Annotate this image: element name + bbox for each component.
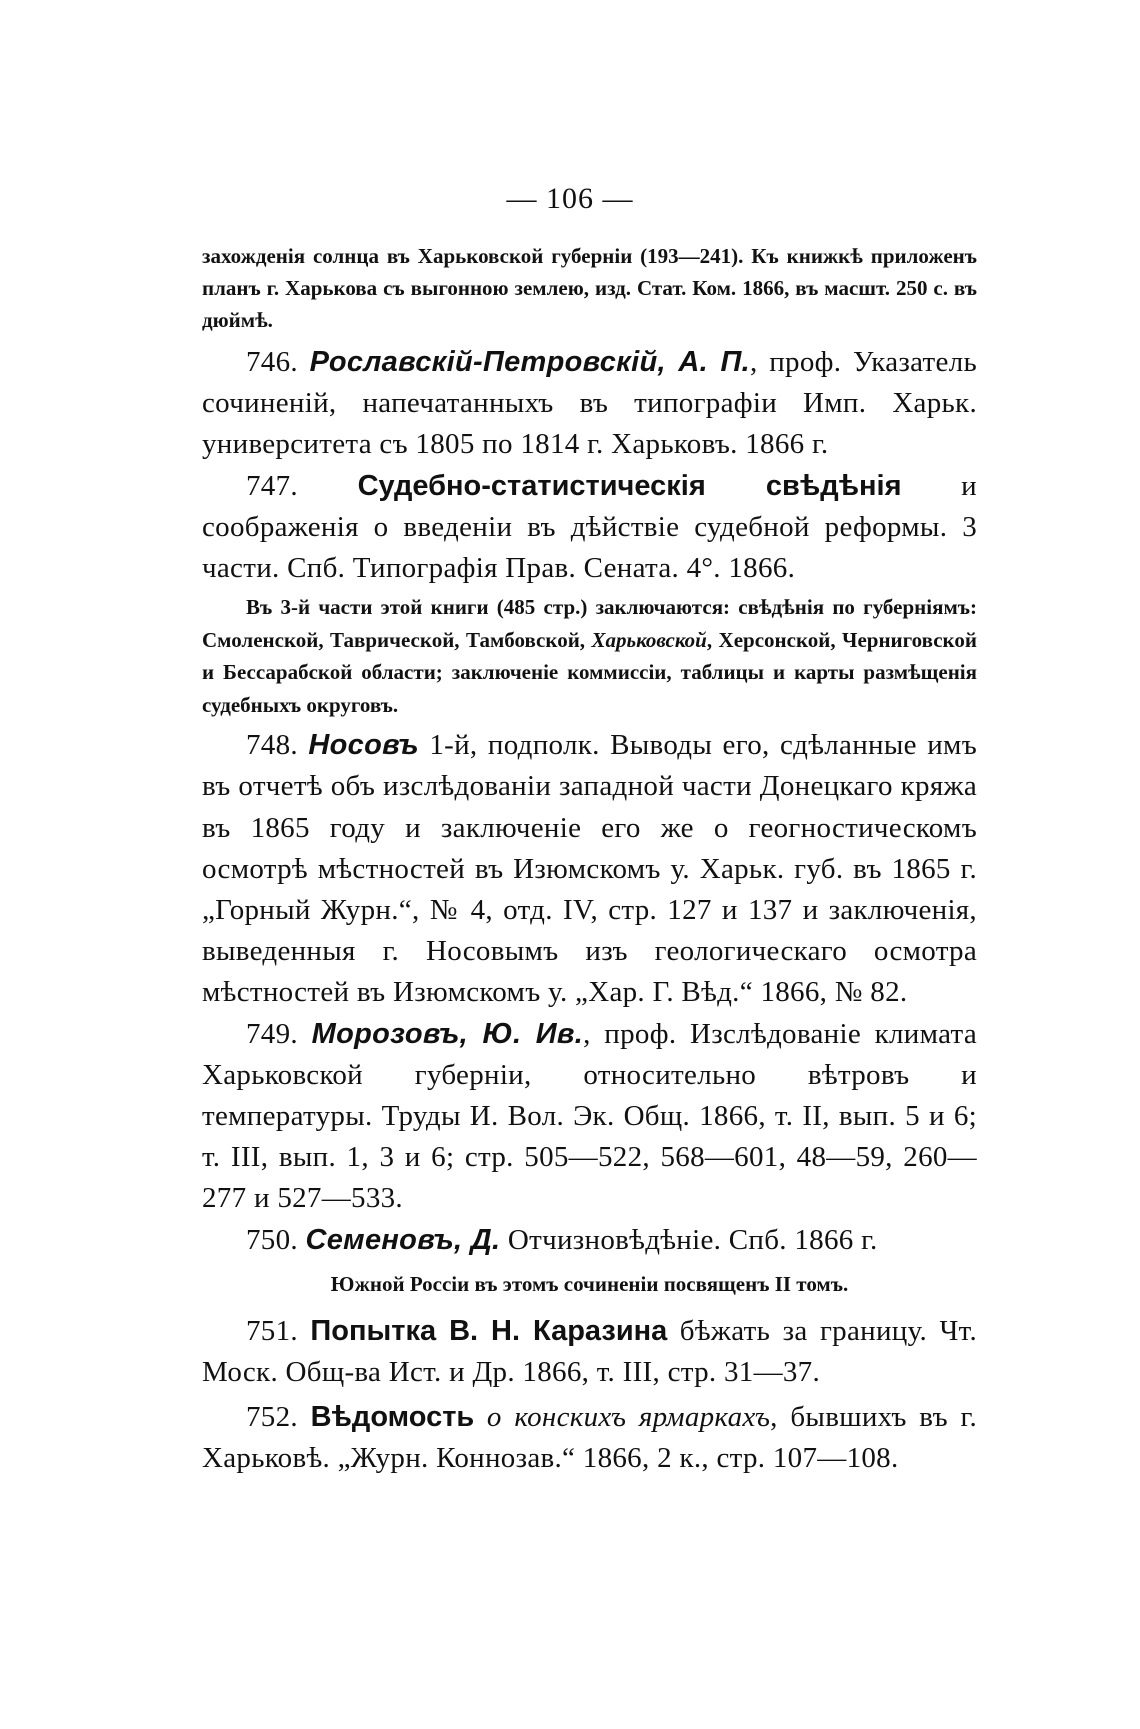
entry-number: 751. [246, 1314, 298, 1347]
entry-747-note [202, 591, 977, 721]
entry-752 [202, 1397, 977, 1479]
entry-italic: о конскихъ ярмаркахъ [474, 1401, 771, 1434]
entry-author: Рославскій-Петровскій, А. П. [309, 346, 750, 378]
entry-746 [202, 342, 977, 466]
entry-747 [202, 466, 977, 590]
entry-number: 749. [246, 1017, 298, 1050]
entry-number: 752. [246, 1401, 298, 1434]
entry-number: 747. [246, 469, 298, 502]
entry-749 [202, 1014, 977, 1220]
entry-750 [202, 1220, 977, 1261]
entry-text: 1-й, подполк. Выводы его, сдѣланные имъ въ отчетѣ объ изслѣдованіи западной части Донецкаго кряжа въ 1865 году и заключеніе его же о геогностическомъ осмотрѣ мѣстностей въ Изюмскомъ у. Харьк. губ. въ 1865 г. „Горный Журн.“, № 4, отд. IV, стр. 127 и 137 и заключенія, выведенныя г. Носовымъ изъ геологическаго осмотра мѣстностей въ Изюмскомъ у. „Хар. Г. Вѣд.“ 1866, № 82. [202, 729, 977, 1009]
entry-text: бѣжать за границу. Чт. Моск. Общ-ва Ист. и Др. 1866, т. III, стр. 31—37. [202, 1314, 977, 1389]
entry-author: Семеновъ, Д. [305, 1223, 501, 1256]
entry-751 [202, 1311, 977, 1393]
entry-text: Отчизновѣдѣніе. Спб. 1866 г. [500, 1223, 878, 1256]
entry-text: , проф. Изслѣдованіе климата Харьковской губерніи, относительно вѣтровъ и температуры. Труды И. Вол. Эк. Общ. 1866, т. II, вып. 5 и 6; т. III, вып. 1, 3 и 6; стр. 505—522, 568—601, 48—59, 260—277 и 527—533. [202, 1017, 977, 1215]
note-italic: Харьковской [591, 627, 707, 652]
entry-number: 748. [246, 729, 298, 762]
note-text: , Херсонской, Черниговской и Бессарабской области; заключеніе коммиссіи, таблицы и карты размѣщенія судебныхъ округовъ. [202, 627, 977, 717]
entry-text: , проф. Указатель сочиненій, напечатанныхъ въ типографіи Имп. Харьк. университета съ 1805 по 1814 г. Харьковъ. 1866 г. [202, 346, 977, 461]
entry-author: Носовъ [308, 729, 419, 762]
note-text: Въ 3-й части этой книги (485 стр.) заключаются: свѣдѣнія по губерніямъ: Смоленской, Таврической, Тамбовской, [202, 595, 977, 652]
entry-number: 746. [246, 346, 298, 378]
intro-paragraph: захожденія солнца въ Харьковской губерніи (193—241). Къ книжкѣ приложенъ планъ г. Харькова съ выгонною землею, изд. Стат. Ком. 1866, въ масшт. 250 с. въ дюймѣ. [202, 244, 977, 332]
entry-heading: Попытка В. Н. Каразина [310, 1314, 668, 1347]
page-number: — 106 — [506, 182, 634, 215]
entry-750-note: Южной Россіи въ этомъ сочиненіи посвященъ II томъ. [330, 1271, 849, 1296]
entry-text: и соображенія о введеніи въ дѣйствіе судебной реформы. 3 части. Спб. Типографія Прав. Сената. 4°. 1866. [202, 469, 977, 585]
entry-text: , бывшихъ въ г. Харьковѣ. „Журн. Коннозав.“ 1866, 2 к., стр. 107—108. [202, 1401, 977, 1475]
text-column [202, 240, 977, 1480]
entry-heading: Судебно-статистическія свѣдѣнія [357, 469, 902, 502]
entry-748 [202, 725, 977, 1013]
entry-number: 750. [246, 1223, 298, 1256]
entry-author: Морозовъ, Ю. Ив. [311, 1017, 584, 1050]
entry-heading: Вѣдомость [310, 1401, 475, 1434]
